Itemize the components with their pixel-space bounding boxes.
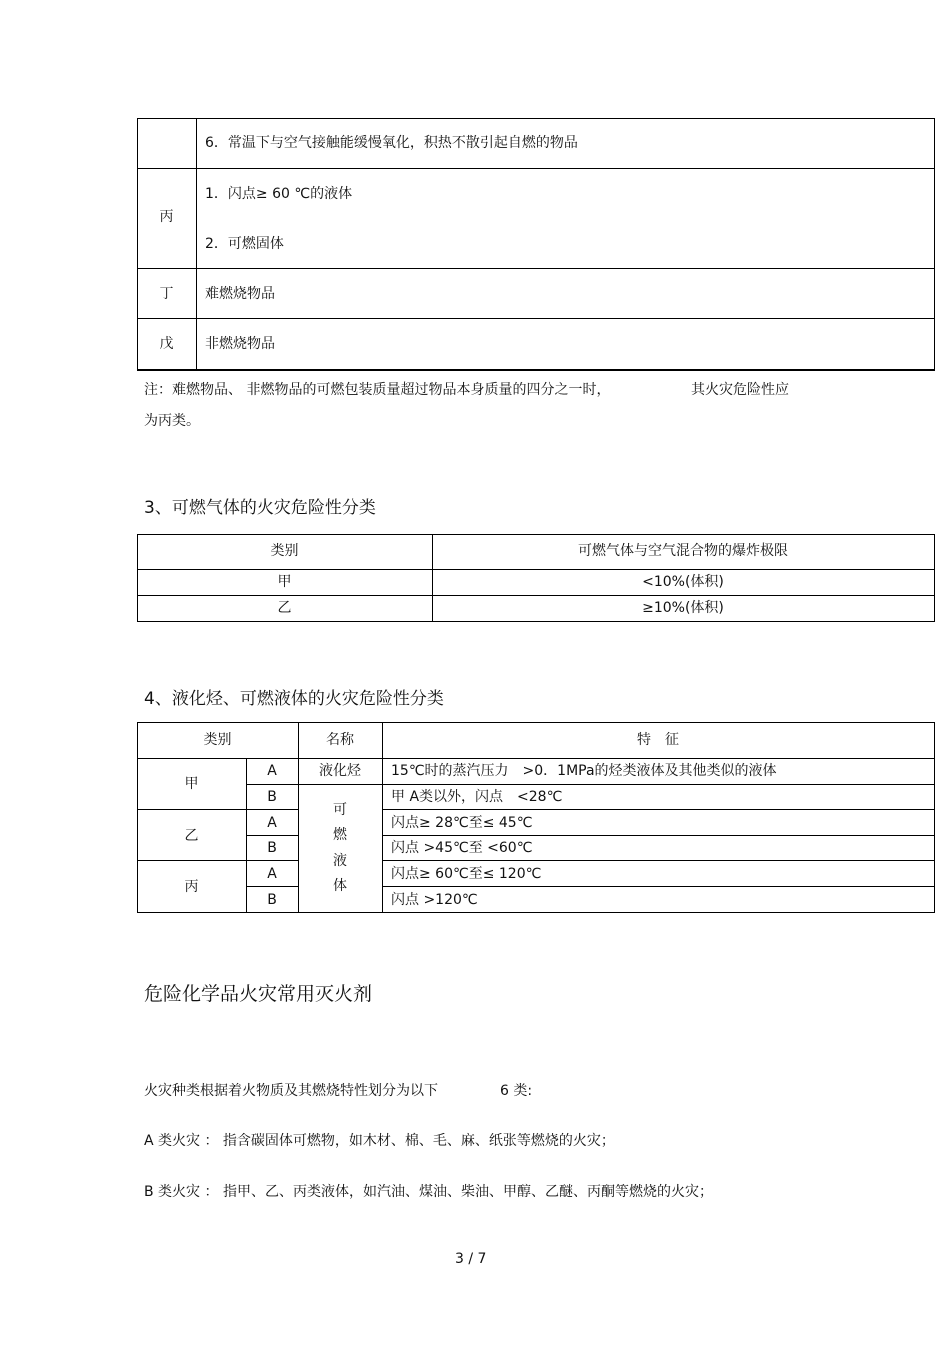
feature-cell: 15℃时的蒸汽压力 >0．1MPa的烃类液体及其他类似的液体 bbox=[391, 763, 777, 779]
table-cell: 2．可燃固体 bbox=[205, 236, 284, 252]
column-header: 类别 bbox=[203, 732, 232, 748]
section-title: 4、液化烃、可燃液体的火灾危险性分类 bbox=[144, 689, 444, 709]
sub-class-cell: B bbox=[267, 840, 277, 856]
category-cell: 丙 bbox=[159, 209, 174, 225]
paragraph: A 类火灾 ： 指含碳固体可燃物，如木材、棉、毛、麻、纸张等燃烧的火灾； bbox=[144, 1133, 615, 1149]
sub-class-cell: B bbox=[267, 892, 277, 908]
paragraph: B 类火灾 ： 指甲、乙、丙类液体，如汽油、煤油、柴油、甲醇、乙醚、丙酮等燃烧的火灾； bbox=[144, 1184, 713, 1200]
section-title: 3、可燃气体的火灾危险性分类 bbox=[144, 498, 376, 518]
table-cell: 难燃烧物品 bbox=[205, 286, 275, 302]
name-cell-char: 燃 bbox=[333, 827, 347, 843]
paragraph: 火灾种类根据着火物质及其燃烧特性划分为以下 bbox=[144, 1083, 438, 1099]
name-cell: 液化烃 bbox=[319, 763, 361, 779]
feature-cell: 闪点 >120℃ bbox=[391, 892, 478, 908]
category-cell: 甲 bbox=[184, 776, 199, 792]
sub-class-cell: A bbox=[267, 763, 277, 779]
sub-class-cell: A bbox=[267, 815, 277, 831]
table-cell: ≥10%(体积) bbox=[642, 600, 724, 616]
name-cell-char: 体 bbox=[333, 878, 347, 894]
table-cell: 甲 bbox=[277, 574, 292, 590]
column-header: 特 征 bbox=[637, 732, 679, 748]
column-header: 可燃气体与空气混合物的爆炸极限 bbox=[578, 543, 788, 559]
feature-cell: 闪点≥ 60℃至≤ 120℃ bbox=[391, 866, 542, 882]
feature-cell: 甲 A类以外，闪点 <28℃ bbox=[391, 789, 563, 805]
category-cell: 戊 bbox=[159, 336, 174, 352]
note-text-continued: 其火灾危险性应 bbox=[691, 382, 789, 398]
sub-class-cell: B bbox=[267, 789, 277, 805]
feature-cell: 闪点 >45℃至 <60℃ bbox=[391, 840, 533, 856]
paragraph-continued: 6 类: bbox=[500, 1083, 533, 1099]
note-text: 注：难燃物品、 非燃物品的可燃包装质量超过物品本身质量的四分之一时， bbox=[144, 382, 611, 398]
note-text-end: 为丙类。 bbox=[144, 413, 200, 429]
category-cell: 丁 bbox=[159, 286, 174, 302]
category-cell: 乙 bbox=[184, 828, 199, 844]
column-header: 类别 bbox=[270, 543, 299, 559]
table-cell: <10%(体积) bbox=[642, 574, 724, 590]
table-cell: 6．常温下与空气接触能缓慢氧化，积热不散引起自燃的物品 bbox=[205, 135, 578, 151]
table-cell: 乙 bbox=[277, 600, 292, 616]
sub-class-cell: A bbox=[267, 866, 277, 882]
section-title: 危险化学品火灾常用灭火剂 bbox=[144, 983, 373, 1005]
name-cell-char: 液 bbox=[333, 853, 347, 869]
column-header: 名称 bbox=[326, 732, 354, 748]
name-cell-char: 可 bbox=[333, 802, 347, 818]
category-cell: 丙 bbox=[184, 879, 199, 895]
feature-cell: 闪点≥ 28℃至≤ 45℃ bbox=[391, 815, 533, 831]
page-number: 3 / 7 bbox=[455, 1251, 487, 1267]
table-cell: 1．闪点≥ 60 ℃的液体 bbox=[205, 186, 353, 202]
table-cell: 非燃烧物品 bbox=[205, 336, 275, 352]
